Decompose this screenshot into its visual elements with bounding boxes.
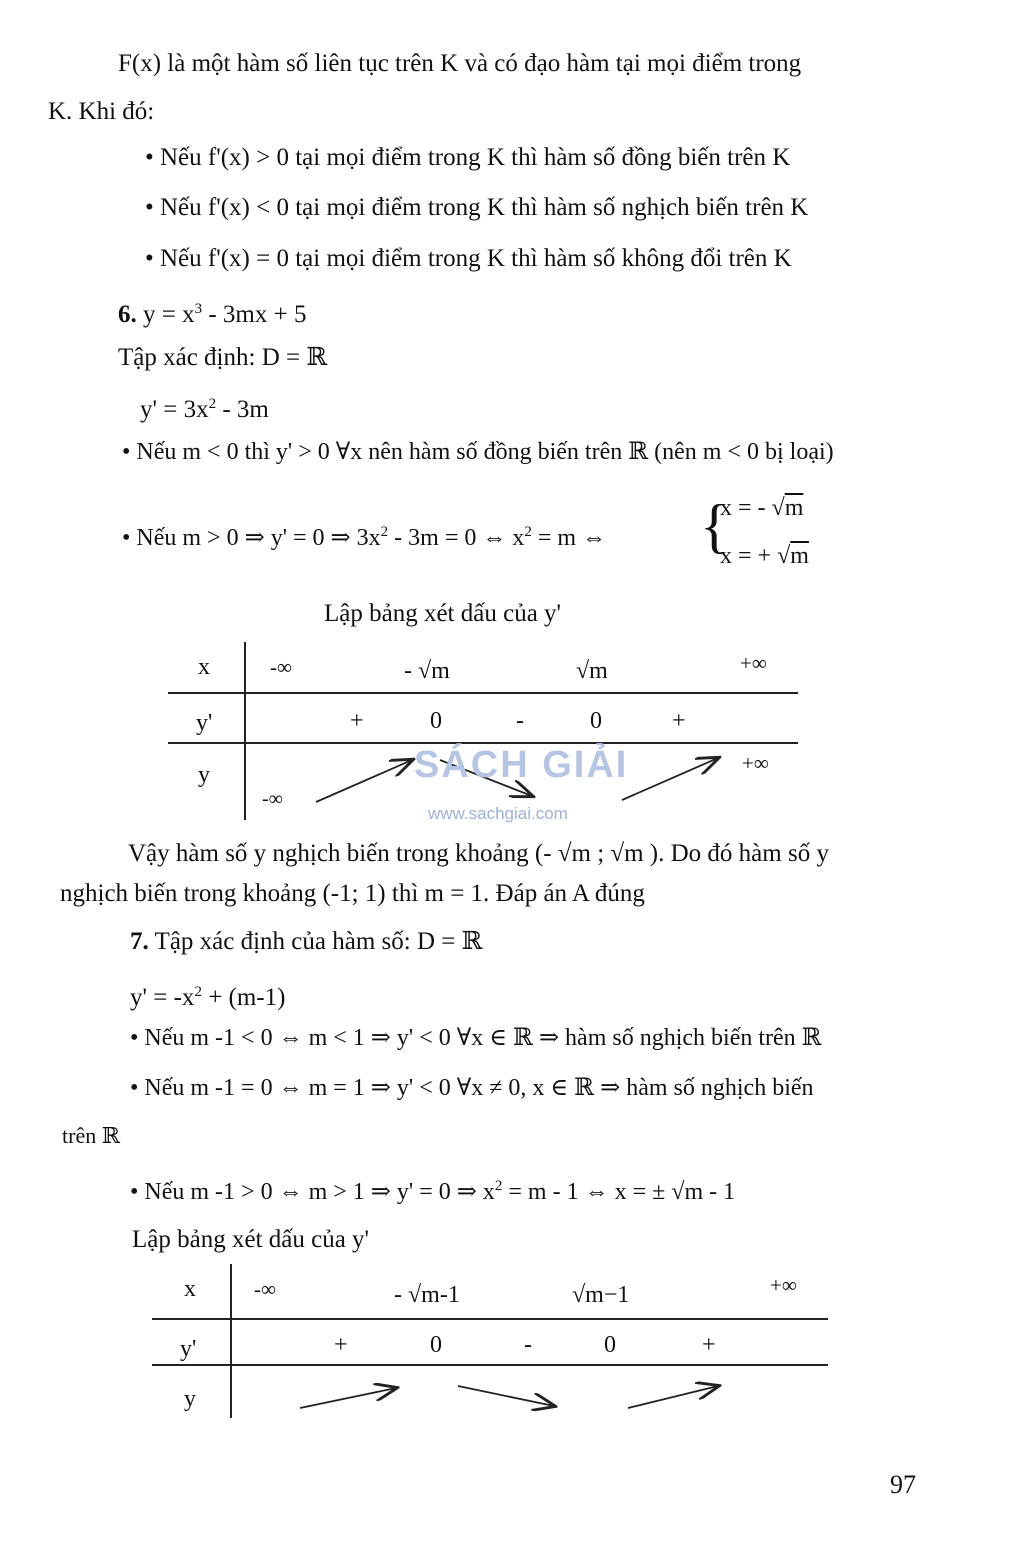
intro-bullet-1: • Nếu f'(x) > 0 tại mọi điểm trong K thì hàm số đồng biến trên K [145,144,791,171]
x-value: √m−1 [572,1282,630,1308]
intro-bullet-2: • Nếu f'(x) < 0 tại mọi điểm trong K thì hàm số nghịch biến trên K [145,194,809,221]
x-value: -∞ [270,655,292,679]
x-value: - √m-1 [394,1282,460,1308]
q6-deriv-part: y' = 3x [140,396,209,423]
q6-eq-part: y = x [143,301,195,328]
q6-case2-part-a: • Nếu m > 0 ⇒ y' = 0 ⇒ 3x [122,525,381,551]
yprime-sign: + [334,1332,348,1358]
x-value: +∞ [770,1273,797,1297]
q6-table-title: Lập bảng xét dấu của y' [324,600,562,627]
x-value: +∞ [740,651,767,675]
yprime-sign: 0 [604,1332,616,1358]
q6-case2-exp-1: 2 [380,524,389,540]
q6-deriv-rest: - 3m [216,396,269,423]
q6-conclusion-1: Vậy hàm số y nghịch biến trong khoảng (- √m ; √m ). Do đó hàm số y [128,840,829,867]
yprime-sign: + [672,708,686,734]
q7-deriv-exponent: 2 [194,984,202,1000]
increasing-arrow [628,1386,718,1408]
q7-case-2-line-1: • Nếu m -1 = 0 ⇔ m = 1 ⇒ y' < 0 ∀x ≠ 0, x ∈ ℝ ⇒ hàm số nghịch biến [130,1075,814,1101]
yprime-sign: - [516,708,524,734]
q7-domain-text: Tập xác định của hàm số: D = ℝ [148,928,483,955]
row-label-y: y [198,762,210,788]
q6-deriv-exponent: 2 [208,396,217,412]
row-label-x: x [198,654,210,680]
q7-deriv-part: y' = -x [130,984,195,1011]
system-brace: { [700,493,729,559]
q6-sys2-a: x = + √ [720,543,791,569]
q7-case3-part-b: = m - 1 ⇔ x = ± √m - 1 [502,1179,736,1205]
q6-sys2-radicand: m [790,543,809,569]
q6-number: 6. [118,301,137,328]
yprime-sign: 0 [430,1332,442,1358]
q6-case2-part-c: = m ⇔ [531,525,607,551]
watermark-url: www.sachgiai.com [428,804,568,823]
watermark-logo: SÁCH GIẢI [414,744,629,786]
decreasing-arrow [458,1386,554,1406]
q6-eq-rest: - 3mx + 5 [202,301,307,328]
q7-deriv-rest: + (m-1) [201,984,286,1011]
yprime-sign: 0 [590,708,602,734]
row-label-yprime: y' [180,1336,197,1362]
q7-case-1: • Nếu m -1 < 0 ⇔ m < 1 ⇒ y' < 0 ∀x ∈ ℝ ⇒ hàm số nghịch biến trên ℝ [130,1025,822,1051]
row-label-y: y [184,1386,196,1412]
yprime-sign: + [702,1332,716,1358]
q6-case2-exp-2: 2 [524,524,532,540]
q7-table-title: Lập bảng xét dấu của y' [132,1226,370,1253]
q7-case3-exponent: 2 [494,1178,503,1194]
q6-domain: Tập xác định: D = ℝ [118,344,328,371]
intro-line-2: K. Khi đó: [48,98,155,125]
x-value: √m [576,658,608,684]
yprime-sign: - [524,1332,532,1358]
q6-case-1: • Nếu m < 0 thì y' > 0 ∀x nên hàm số đồng biến trên ℝ (nên m < 0 bị loại) [122,439,834,465]
x-value: - √m [404,658,450,684]
intro-line-1: F(x) là một hàm số liên tục trên K và có đạo hàm tại mọi điểm trong [118,50,802,77]
q6-eq-exponent: 3 [194,301,203,317]
y-value: +∞ [742,751,769,775]
q6-sys1-radicand: m [784,495,804,521]
row-label-x: x [184,1276,196,1302]
increasing-arrow [300,1388,396,1408]
yprime-sign: + [350,708,364,734]
x-value: -∞ [254,1277,276,1301]
page-number: 97 [890,1470,916,1499]
q7-case3-part-a: • Nếu m -1 > 0 ⇔ m > 1 ⇒ y' = 0 ⇒ x [130,1179,495,1205]
q6-case2-part-b: - 3m = 0 ⇔ x [388,525,525,551]
q6-sys1-a: x = - √ [720,495,785,521]
q7-number: 7. [130,928,149,955]
row-label-yprime: y' [196,710,213,736]
intro-bullet-3: • Nếu f'(x) = 0 tại mọi điểm trong K thì hàm số không đổi trên K [145,245,792,272]
q7-case-2-line-2: trên ℝ [62,1123,120,1148]
yprime-sign: 0 [430,708,442,734]
y-value: -∞ [262,788,283,810]
q6-conclusion-2: nghịch biến trong khoảng (-1; 1) thì m = 1. Đáp án A đúng [60,880,645,907]
